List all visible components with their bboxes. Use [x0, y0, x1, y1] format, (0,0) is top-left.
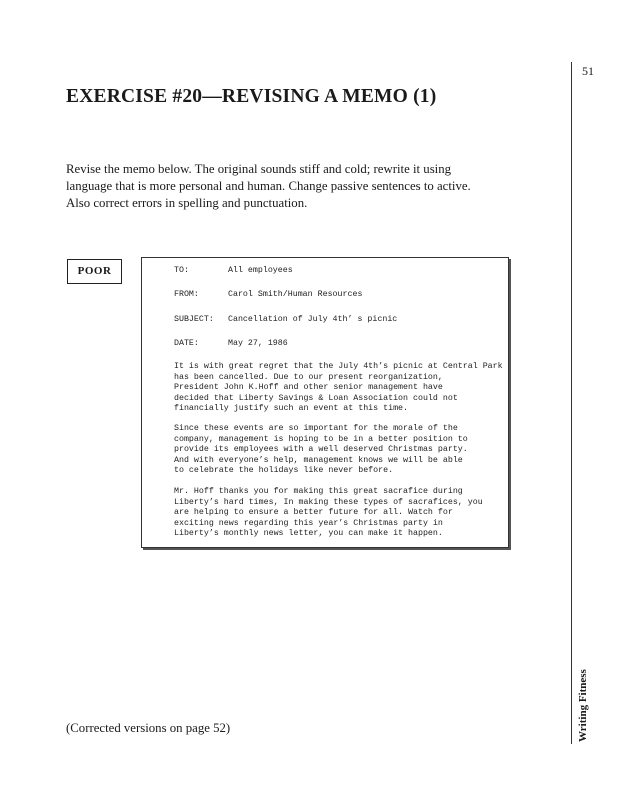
- memo-header-subject: [174, 315, 397, 324]
- memo-header-key: TO:: [174, 266, 189, 275]
- footer-note: (Corrected versions on page 52): [66, 721, 231, 735]
- running-header-text: Writing Fitness: [577, 669, 589, 742]
- instructions-line: language that is more personal and human. Change passive sentences to active.: [66, 179, 471, 193]
- instructions-line: Revise the memo below. The original sounds stiff and cold; rewrite it using: [66, 162, 452, 176]
- memo-header-to: [174, 266, 293, 275]
- page-number: 51: [582, 64, 594, 78]
- memo-paragraph: It is with great regret that the July 4th’s picnic at Central Park has been cancelled. Due to our present reorganization, President John K.Hoff and other senior management have decided that Liberty Savings & Loan Association could not financially justify such an event at this time.: [174, 362, 503, 413]
- margin-rule: [571, 62, 572, 744]
- exercise-instructions: [66, 161, 536, 212]
- memo-header-value: Cancellation of July 4th’ s picnic: [228, 315, 398, 324]
- instructions-line: Also correct errors in spelling and punctuation.: [66, 196, 308, 210]
- memo-header-date: [174, 339, 288, 348]
- memo-header-value: May 27, 1986: [228, 339, 288, 348]
- memo-header-key: SUBJECT:: [174, 315, 214, 324]
- memo-header-from: [174, 290, 362, 299]
- poor-label: POOR: [67, 259, 122, 284]
- memo-paragraph: Mr. Hoff thanks you for making this great sacrafice during Liberty’s hard times, In making these types of sacrafices, you are helping to ensure a better future for all. Watch for exciting news regarding this year’s Christmas party in Liberty’s monthly news letter, you can make it happen.: [174, 487, 483, 538]
- memo-header-value: All employees: [228, 266, 293, 275]
- memo-box: [141, 257, 509, 548]
- memo-header-key: FROM:: [174, 290, 199, 299]
- memo-header-value: Carol Smith/Human Resources: [228, 290, 363, 299]
- memo-paragraph: Since these events are so important for the morale of the company, management is hoping to be in a better position to provide its employees with a well deserved Christmas party. And with everyone’s help, management knows we will be able to celebrate the holidays like never before.: [174, 424, 468, 475]
- running-header: [573, 669, 593, 742]
- memo-header-key: DATE:: [174, 339, 199, 348]
- exercise-title: EXERCISE #20—REVISING A MEMO (1): [66, 86, 437, 107]
